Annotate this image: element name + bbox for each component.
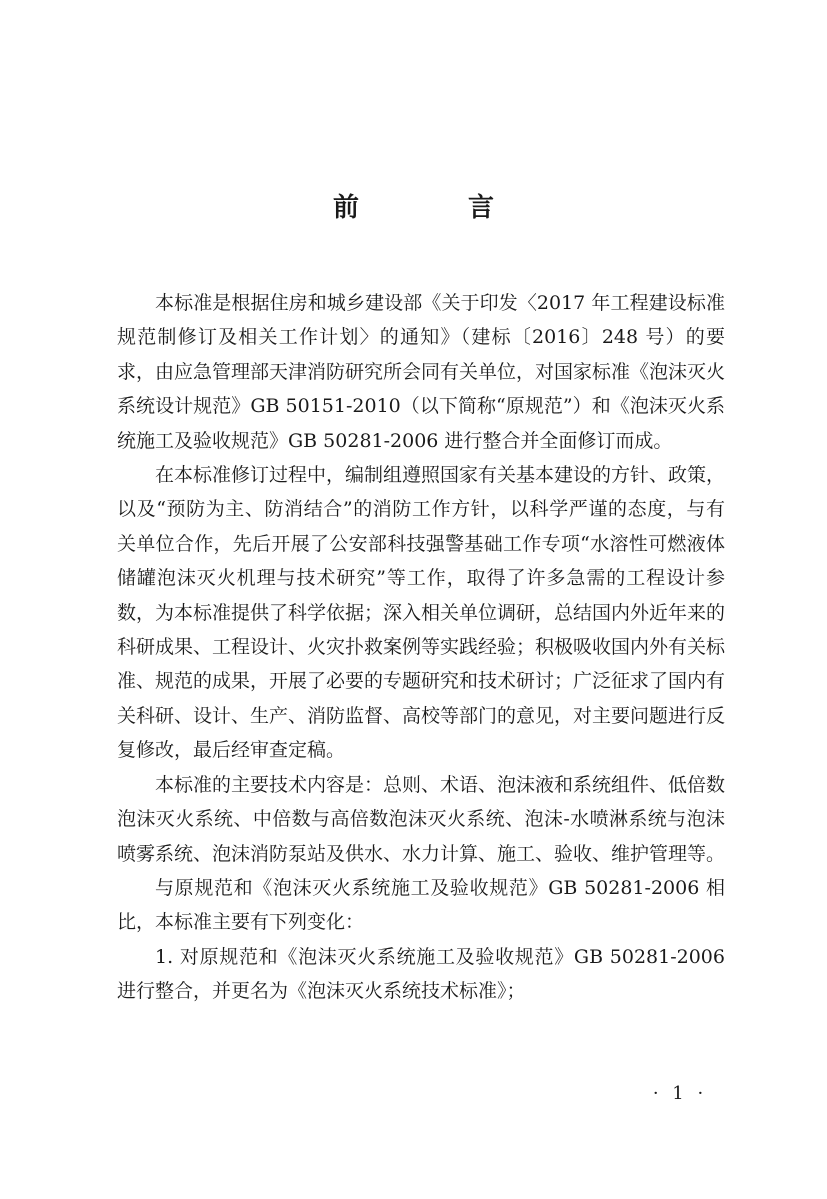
page-number: · 1 · [652, 1083, 708, 1104]
paragraph-2: 在本标准修订过程中，编制组遵照国家有关基本建设的方针、政策，以及“预防为主、防消结合”的消防工作方针，以科学严谨的态度，与有关单位合作，先后开展了公安部科技强警基础工作专项“水溶性可燃液体储罐泡沫灭火机理与技术研究”等工作，取得了许多急需的工程设计参数，为本标准提供了科学依据；深入相关单位调研，总结国内外近年来的科研成果、工程设计、火灾扑救案例等实践经验；积极吸收国内外有关标准、规范的成果，开展了必要的专题研究和技术研讨；广泛征求了国内有关科研、设计、生产、消防监督、高校等部门的意见，对主要问题进行反复修改，最后经审查定稿。 [117, 464, 726, 762]
page-title: 前 言 [332, 193, 545, 223]
paragraph-3: 本标准的主要技术内容是：总则、术语、泡沫液和系统组件、低倍数泡沫灭火系统、中倍数与高倍数泡沫灭火系统、泡沫-水喷淋系统与泡沫喷雾系统、泡沫消防泵站及供水、水力计算、施工、验收、维护管理等。 [117, 773, 726, 865]
body-text [117, 286, 725, 1009]
paragraph-4: 与原规范和《泡沫灭火系统施工及验收规范》GB 50281-2006 相比，本标准主要有下列变化： [117, 876, 725, 934]
paragraph-1: 本标准是根据住房和城乡建设部《关于印发〈2017 年工程建设标准规范制修订及相关工作计划〉的通知》（建标〔2016〕248 号）的要求，由应急管理部天津消防研究所会同有关单位，对国家标准《泡沫灭火系统设计规范》GB 50151-2010（以下简称“原规范”）和《泡沫灭火系统施工及验收规范》GB 50281-2006 进行整合并全面修订而成。 [117, 292, 726, 452]
paragraph-5: 1. 对原规范和《泡沫灭火系统施工及验收规范》GB 50281-2006 进行整合，并更名为《泡沫灭火系统技术标准》； [117, 945, 725, 1003]
